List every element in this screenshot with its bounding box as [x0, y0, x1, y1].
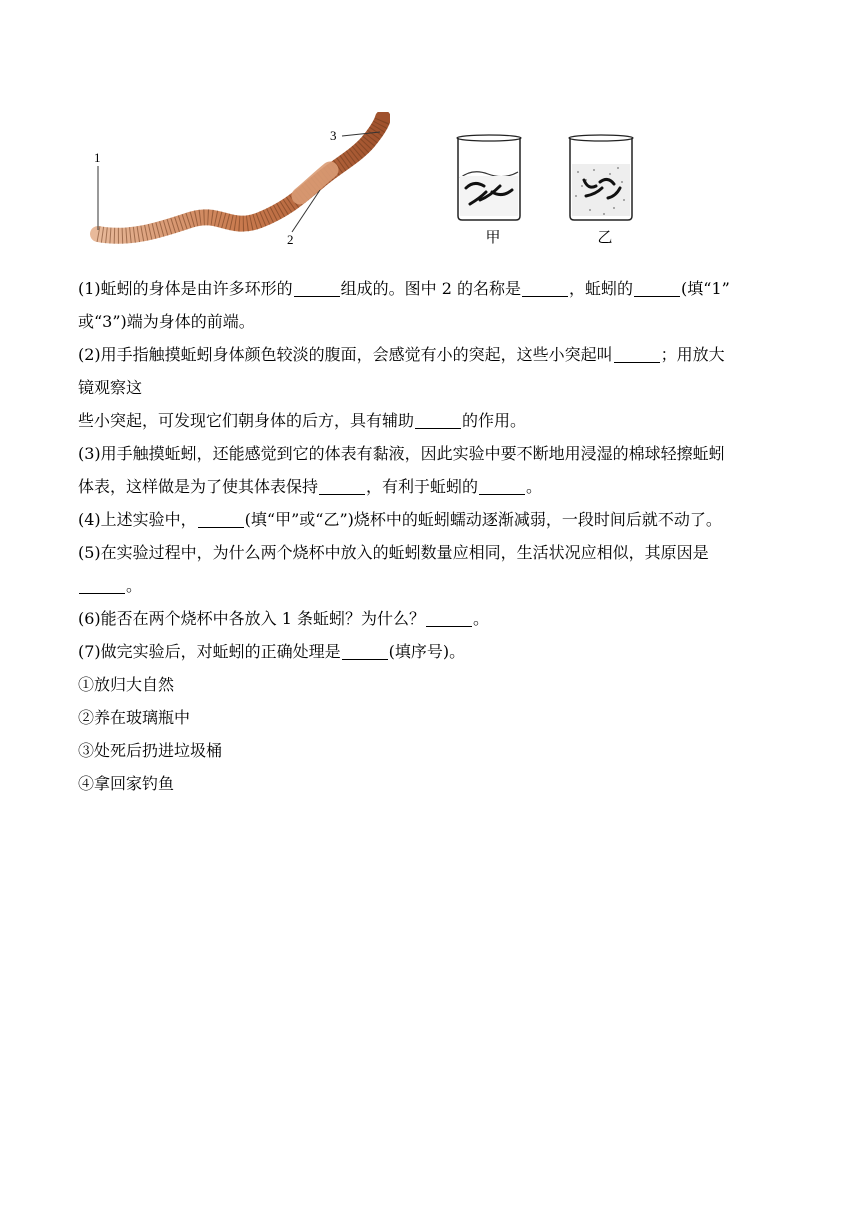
beaker-jia — [452, 130, 534, 250]
answer-blank[interactable] — [198, 509, 244, 528]
q1-line1: (1)蚯蚓的身体是由许多环形的 组成的。图中 2 的名称是 ，蚯蚓的 (填“1” — [78, 279, 730, 298]
answer-blank[interactable] — [294, 278, 340, 297]
question-content — [78, 272, 782, 800]
option-4: ④拿回家钓鱼 — [78, 774, 175, 793]
answer-blank[interactable] — [426, 608, 472, 627]
beaker-yi-drawing — [564, 130, 646, 225]
answer-blank[interactable] — [614, 344, 660, 363]
worm-label-1: 1 — [94, 150, 101, 165]
q1-line2: 或“3”)端为身体的前端。 — [78, 312, 255, 331]
q5-line1: (5)在实验过程中，为什么两个烧杯中放入的蚯蚓数量应相同，生活状况应相似，其原因是 — [78, 543, 709, 562]
worm-label-2: 2 — [287, 232, 294, 247]
beaker-jia-drawing — [452, 130, 534, 225]
beaker-label-yi: 乙 — [597, 228, 613, 246]
q3-line1: (3)用手触摸蚯蚓，还能感觉到它的体表有黏液，因此实验中要不断地用浸湿的棉球轻擦蚯蚓 — [78, 444, 725, 463]
q4-line1: (4)上述实验中， (填“甲”或“乙”)烧杯中的蚯蚓蠕动逐渐减弱，一段时间后就不动了。 — [78, 510, 722, 529]
q2-line2: 镜观察这 — [78, 378, 143, 397]
earthworm-illustration — [90, 112, 390, 252]
q7-line1: (7)做完实验后，对蚯蚓的正确处理是 (填序号)。 — [78, 642, 466, 661]
figure-row — [80, 112, 780, 252]
worm-label-3: 3 — [330, 128, 337, 143]
q5-line2: 。 — [78, 569, 782, 602]
q6-line1: (6)能否在两个烧杯中各放入 1 条蚯蚓？为什么？ 。 — [78, 609, 490, 628]
beaker-label-jia: 甲 — [485, 228, 501, 246]
answer-blank[interactable] — [634, 278, 680, 297]
option-2: ②养在玻璃瓶中 — [78, 708, 191, 727]
beaker-yi — [564, 130, 646, 250]
answer-blank[interactable] — [79, 575, 125, 594]
answer-blank[interactable] — [415, 410, 461, 429]
q3-line2: 体表，这样做是为了使其体表保持 ，有利于蚯蚓的 。 — [78, 477, 543, 496]
answer-blank[interactable] — [319, 476, 365, 495]
clitellum — [300, 170, 330, 196]
answer-blank[interactable] — [342, 641, 388, 660]
q2-line1: (2)用手指触摸蚯蚓身体颜色较淡的腹面，会感觉有小的突起，这些小突起叫 ；用放大 — [78, 345, 725, 364]
earthworm-body — [98, 118, 383, 236]
q2-line3: 些小突起，可发现它们朝身体的后方，具有辅助 的作用。 — [78, 411, 527, 430]
option-1: ①放归大自然 — [78, 675, 175, 694]
option-3: ③处死后扔进垃圾桶 — [78, 741, 223, 760]
answer-blank[interactable] — [479, 476, 525, 495]
answer-blank[interactable] — [522, 278, 568, 297]
